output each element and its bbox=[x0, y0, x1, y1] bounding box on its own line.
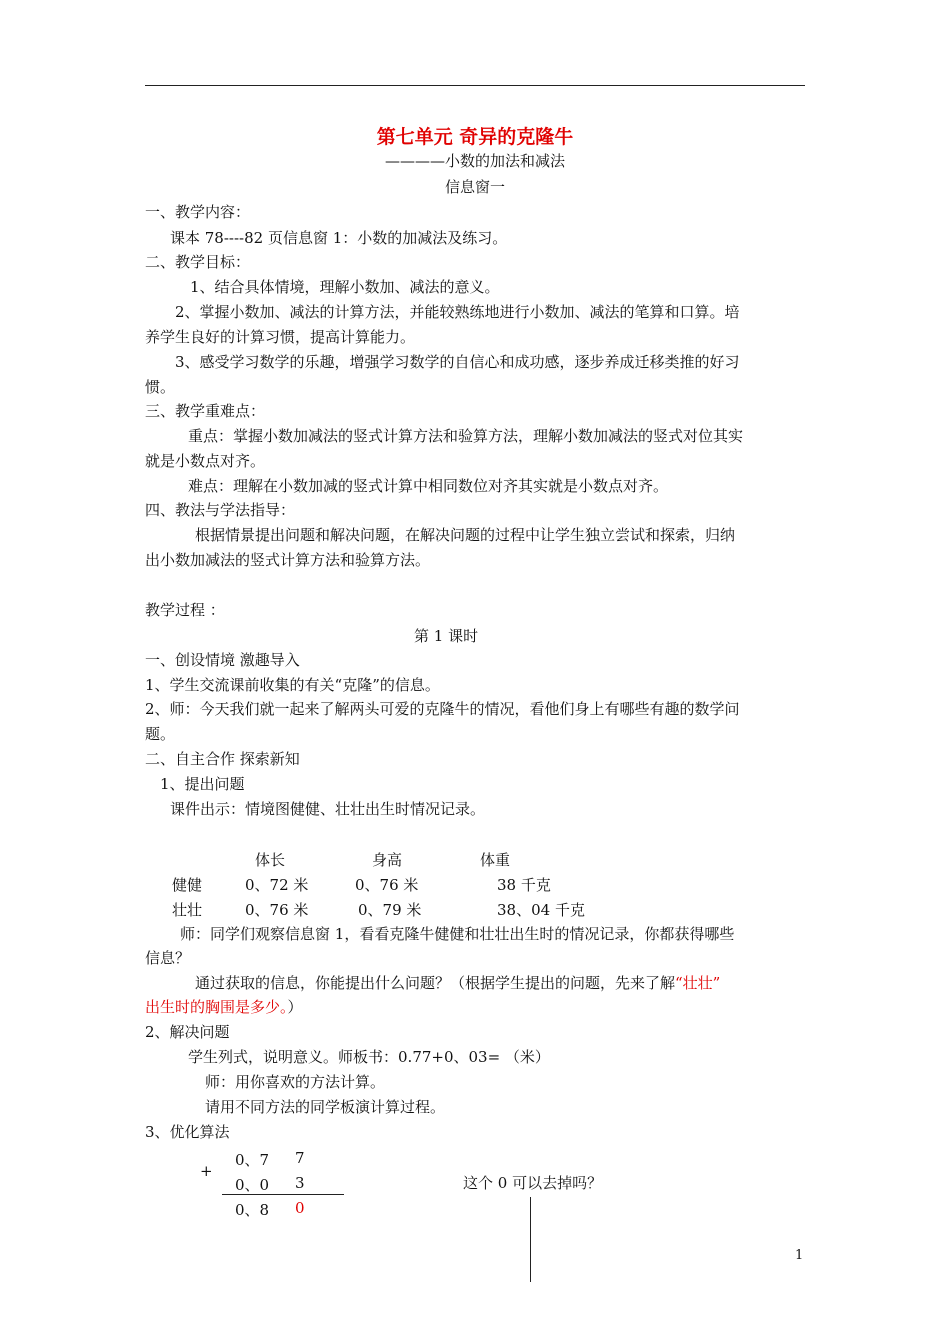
part2-item1: 1、提出问题 bbox=[160, 775, 245, 793]
calc-result-left: 0、8 bbox=[235, 1201, 270, 1219]
table-row-name: 壮壮 bbox=[172, 901, 203, 919]
calc-row1-left: 0、7 bbox=[235, 1151, 270, 1169]
ask-line1-highlight: “壮壮” bbox=[675, 974, 721, 992]
part1-heading: 一、创设情境 激趣导入 bbox=[145, 651, 300, 669]
goal-1: 1、结合具体情境，理解小数加、减法的意义。 bbox=[190, 278, 500, 296]
part2-item2-text1: 学生列式，说明意义。师板书：0.77+0、03= （米） bbox=[188, 1048, 550, 1066]
table-row-name: 健健 bbox=[172, 876, 203, 894]
goal-3-line2: 惯。 bbox=[145, 378, 176, 396]
header-rule bbox=[145, 85, 805, 86]
ask-line1-text: 通过获取的信息，你能提出什么问题？（根据学生提出的问题，先来了解 bbox=[195, 974, 676, 992]
keypoint-line2: 就是小数点对齐。 bbox=[145, 452, 266, 470]
keypoint-line1: 重点：掌握小数加减法的竖式计算方法和验算方法，理解小数加减法的竖式对位其实 bbox=[188, 427, 744, 445]
part1-item2-line2: 题。 bbox=[145, 725, 176, 743]
calc-row2-right: 3 bbox=[295, 1174, 305, 1192]
goal-2-line1: 2、掌握小数加、减法的计算方法，并能较熟练地进行小数加、减法的笔算和口算。培 bbox=[175, 303, 740, 321]
plus-sign: + bbox=[200, 1162, 213, 1180]
part2-item3: 3、优化算法 bbox=[145, 1123, 230, 1141]
table-cell: 0、79 米 bbox=[358, 901, 422, 919]
ask-line2-highlight: 出生时的胸围是多少。 bbox=[145, 998, 288, 1016]
calc-result-zero: 0 bbox=[295, 1199, 305, 1217]
calc-sum-line bbox=[222, 1194, 344, 1195]
subtitle-info-window: 信息窗一 bbox=[444, 178, 505, 196]
calc-row2-left: 0、0 bbox=[235, 1176, 270, 1194]
section-method-heading: 四、教法与学法指导： bbox=[145, 501, 296, 519]
content-text: 课本 78----82 页信息窗 1：小数的加减法及练习。 bbox=[170, 229, 508, 247]
calc-row1-right: 7 bbox=[295, 1149, 305, 1167]
teacher-question-line2: 信息？ bbox=[145, 949, 191, 967]
ask-line2-text: ） bbox=[287, 998, 303, 1016]
table-cell: 38、04 千克 bbox=[497, 901, 585, 919]
part2-item2: 2、解决问题 bbox=[145, 1023, 230, 1041]
method-line1: 根据情景提出问题和解决问题，在解决问题的过程中让学生独立尝试和探索，归纳 bbox=[195, 526, 736, 544]
table-header-length: 体长 bbox=[255, 851, 286, 869]
goal-3-line1: 3、感受学习数学的乐趣，增强学习数学的自信心和成功感，逐步养成迁移类推的好习 bbox=[175, 353, 740, 371]
part2-item2-text3: 请用不同方法的同学板演计算过程。 bbox=[205, 1098, 446, 1116]
table-header-height: 身高 bbox=[372, 851, 403, 869]
question-remove-zero: 这个 0 可以去掉吗？ bbox=[463, 1174, 603, 1192]
difficulty-line: 难点：理解在小数加减的竖式计算中相同数位对齐其实就是小数点对齐。 bbox=[188, 477, 669, 495]
section-content-heading: 一、教学内容： bbox=[145, 203, 251, 221]
goal-2-line2: 养学生良好的计算习惯，提高计算能力。 bbox=[145, 328, 416, 346]
ask-line2 bbox=[145, 997, 303, 1017]
part2-item1-text: 课件出示：情境图健健、壮壮出生时情况记录。 bbox=[170, 800, 486, 818]
page-title: 第七单元 奇异的克隆牛 bbox=[376, 126, 574, 148]
process-heading: 教学过程 ： bbox=[145, 601, 225, 619]
ask-line1 bbox=[195, 973, 720, 993]
part2-item2-text2: 师：用你喜欢的方法计算。 bbox=[205, 1073, 386, 1091]
lesson-heading: 第 1 课时 bbox=[414, 627, 479, 645]
table-header-weight: 体重 bbox=[480, 851, 511, 869]
teacher-question-line1: 师：同学们观察信息窗 1，看看克隆牛健健和壮壮出生时的情况记录，你都获得哪些 bbox=[180, 925, 735, 943]
divider-line bbox=[530, 1197, 531, 1282]
part1-item1: 1、学生交流课前收集的有关“克隆”的信息。 bbox=[145, 676, 440, 694]
table-cell: 38 千克 bbox=[497, 876, 551, 894]
subtitle: ————小数的加法和减法 bbox=[384, 152, 565, 170]
table-cell: 0、76 米 bbox=[355, 876, 419, 894]
section-keypoints-heading: 三、教学重难点： bbox=[145, 402, 266, 420]
section-goals-heading: 二、教学目标： bbox=[145, 253, 251, 271]
part2-heading: 二、自主合作 探索新知 bbox=[145, 750, 300, 768]
part1-item2-line1: 2、师：今天我们就一起来了解两头可爱的克隆牛的情况，看他们身上有哪些有趣的数学问 bbox=[145, 700, 740, 718]
page-number: 1 bbox=[795, 1248, 804, 1263]
table-cell: 0、72 米 bbox=[245, 876, 309, 894]
table-cell: 0、76 米 bbox=[245, 901, 309, 919]
method-line2: 出小数加减法的竖式计算方法和验算方法。 bbox=[145, 551, 431, 569]
